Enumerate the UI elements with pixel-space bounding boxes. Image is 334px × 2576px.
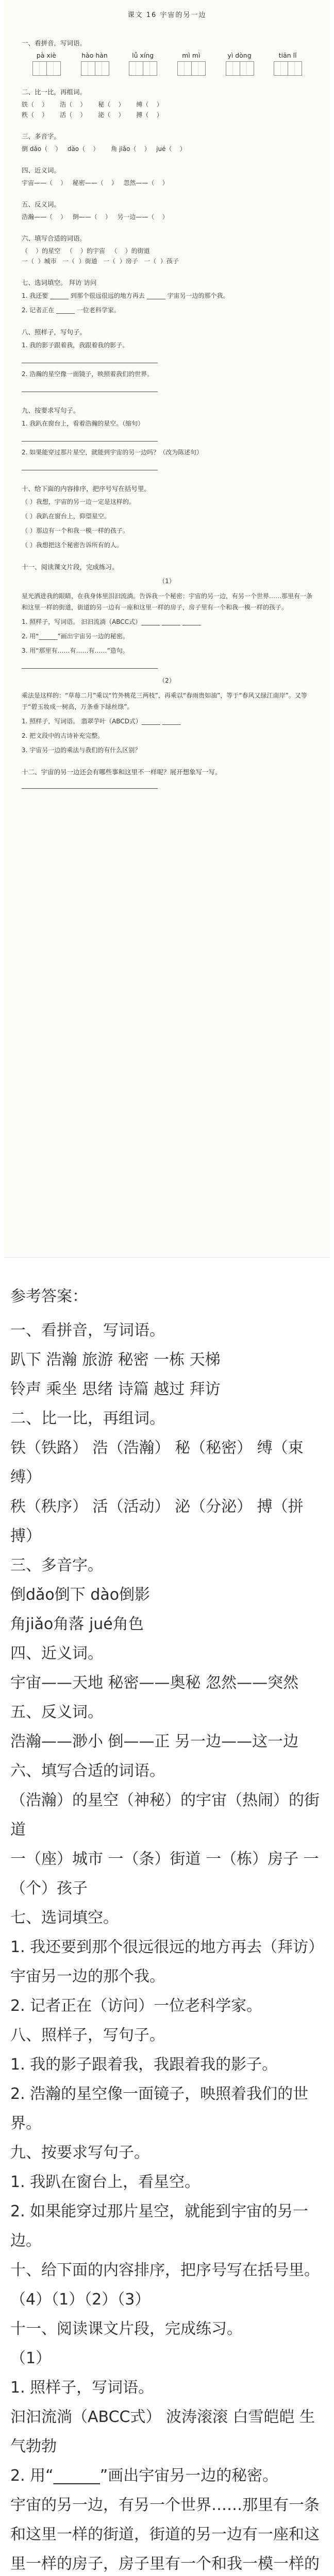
answer-line: 铁（铁路） 浩（浩瀚） 秘（秘密） 缚（束缚） bbox=[10, 1439, 304, 1486]
answer-line: 九、按要求写句子。 bbox=[10, 2144, 149, 2162]
pinyin-item: lǚ xíng bbox=[123, 52, 162, 76]
ws-section-6: 六、填写合适的词语。 bbox=[22, 234, 87, 242]
ws-line: ____________________________________________ bbox=[22, 782, 158, 789]
ws-line: ____________________________________________ bbox=[22, 385, 158, 392]
pinyin-item: hào hàn bbox=[75, 52, 114, 76]
ws-line: 铁（ ） 浩（ ） 秘（ ） 缚（ ） bbox=[22, 101, 163, 108]
ws-line: 倒 dǎo（ ） dào（ ） 角 jiǎo（ ） jué（ ） bbox=[22, 145, 186, 152]
answer-line: 1. 我还要到那个很远很远的地方再去（拜访）宇宙另一边的那个我。 bbox=[10, 1938, 316, 1986]
ws-line: 2. 把文段中的古诗补充完整。 bbox=[22, 732, 104, 739]
pinyin-item: tiān lǐ bbox=[268, 52, 307, 76]
answer-line: 秩（秩序） 活（活动） 泌（分泌） 搏（拼搏） bbox=[10, 1498, 304, 1545]
answer-line: 五、反义词。 bbox=[10, 1703, 103, 1721]
pinyin-item: mì mì bbox=[172, 52, 211, 76]
ws-section-9: 九、按要求写句子。 bbox=[22, 406, 80, 414]
ws-line: 1. 我的影子跟着我，我跟着我的影子。 bbox=[22, 342, 129, 349]
ws-line: 1. 照样子，写词语。 汩汩流淌（ABCC式）______ ______ ______ bbox=[22, 618, 201, 625]
pinyin-row bbox=[27, 52, 307, 76]
ws-line: 一（ ）城市 一（ ）街道 一（ ）房子 一（ ）孩子 bbox=[22, 258, 179, 265]
ws-section-5: 五、反义词。 bbox=[22, 200, 61, 208]
ws-line: 宇宙——（ ） 秘密——（ ） 忽然——（ ） bbox=[22, 179, 169, 187]
answer-line: 六、填写合适的词语。 bbox=[10, 1762, 165, 1780]
answers-title: 参考答案： bbox=[10, 1287, 88, 1306]
ws-line: ____________________________________________ bbox=[22, 463, 158, 470]
answer-line: 2. 记者正在（访问）一位老科学家。 bbox=[10, 1997, 262, 2015]
answer-line: 2. 浩瀚的星空像一面镜子，映照着我们的世界。 bbox=[10, 2085, 309, 2132]
ws-section-3: 三、多音字。 bbox=[22, 132, 61, 140]
worksheet-title: 课文 16 宇宙的另一边 bbox=[127, 11, 207, 19]
ws-line: 1. 我趴在窗台上，看着浩瀚的星空。（缩句） bbox=[22, 420, 144, 427]
answer-line: 七、选词填空。 bbox=[10, 1909, 119, 1927]
answer-line: 2. 用“______”画出宇宙另一边的秘密。 bbox=[10, 2467, 278, 2485]
answer-line: 宇宙——天地 秘密——奥秘 忽然——突然 bbox=[10, 1674, 299, 1692]
ws-reading-num: （1） bbox=[159, 578, 175, 585]
answer-line: 二、比一比，再组词。 bbox=[10, 1410, 165, 1428]
answer-line: （浩瀚）的星空（神秘）的宇宙（热闹）的街道 bbox=[10, 1791, 320, 1839]
ws-line: （ ）那边有一个和我一模一样的孩子。 bbox=[22, 527, 129, 534]
answer-line: 汩汩流淌（ABCC式） 波涛滚滚 白雪皑皑 生气勃勃 bbox=[10, 2408, 315, 2455]
ws-line: 浩瀚——（ ） 倒——（ ） 另一边——（ ） bbox=[22, 213, 169, 221]
ws-section-11: 十一、阅读课文片段，完成练习。 bbox=[22, 563, 119, 571]
answer-line: 三、多音字。 bbox=[10, 1556, 103, 1574]
ws-line: ____________________________________________ bbox=[22, 662, 158, 669]
answer-line: 1. 我趴在窗台上，看星空。 bbox=[10, 2173, 201, 2191]
ws-line: 2. 浩瀚的星空像一面镜子，映照着我们的世界。 bbox=[22, 370, 154, 378]
ws-section-10: 十、给下面的内容排序，把序号写在括号里。 bbox=[22, 485, 151, 493]
answer-line: 趴下 浩瀚 旅游 秘密 一栋 天梯 bbox=[10, 1351, 221, 1369]
ws-line: 2. 如果能穿过那片星空，就能到宇宙的另一边吗？（改为陈述句） bbox=[22, 449, 203, 456]
ws-reading-text: 星光洒进我的眼睛，在我身体里泪汩流淌。告诉我一个秘密：宇宙的另一边，有另一个世界……那里有一条和这里一样的街道，街道的另一边有一座和这里一样的房子，房子里有一个和我一模一样的孩子。 bbox=[22, 592, 313, 611]
ws-line: ____________________________________________ bbox=[22, 434, 158, 442]
answer-line: 铃声 乘坐 思绪 诗篇 越过 拜访 bbox=[10, 1380, 221, 1398]
answer-line: （4）（1）（2）（3） bbox=[10, 2291, 151, 2309]
answer-key bbox=[0, 1278, 334, 2576]
ws-line: （ ）我趴在窗台上，仰望星空。 bbox=[22, 513, 110, 520]
answer-line: 1. 我的影子跟着我，我跟着我的影子。 bbox=[10, 2056, 278, 2074]
answer-line: 一、看拼音，写词语。 bbox=[10, 1321, 165, 1340]
ws-section-4: 四、近义词。 bbox=[22, 166, 61, 174]
ws-reading-num: （2） bbox=[159, 677, 175, 684]
answer-line: 十一、阅读课文片段，完成练习。 bbox=[10, 2320, 242, 2338]
answer-line: 宇宙的另一边，有另一个世界……那里有一条和这里一样的街道，街道的另一边有一座和这里一样的房子，房子里有一个和我一模一样的 bbox=[10, 2496, 320, 2573]
ws-line: （ ）的星空 （ ）的宇宙 （ ）的街道 bbox=[22, 247, 150, 255]
ws-line: （ ）我想把这个秘密告诉所有的人。 bbox=[22, 541, 123, 549]
ws-section-7: 七、选词填空。 拜访 访问 bbox=[22, 279, 97, 286]
ws-line: 1. 照样子，写词语。 翡翠芋叶（ABCD式）______ ______ bbox=[22, 718, 181, 725]
ws-reading-text: 乘法是这样的：“草莓二月”乘以“竹外桃花三两枝”，再乘以“春雨贵如油”，等于“春风又绿江南岸”。又等于“碧玉妆成一树高，万条垂下绿丝绦”。 bbox=[22, 692, 307, 710]
answer-line: 十、给下面的内容排序，把序号写在括号里。 bbox=[10, 2261, 320, 2279]
worksheet-image bbox=[4, 0, 330, 1258]
answer-line: 一（座）城市 一（条）街道 一（栋）房子 一（个）孩子 bbox=[10, 1850, 319, 1897]
ws-line: 1. 我还要 ______ 到那个很远很远的地方再去 ______ 宇宙另一边的那个我。 bbox=[22, 292, 229, 299]
answer-line: （1） bbox=[10, 2349, 52, 2367]
ws-line: （ ）我想，宇宙的另一边一定是这样的。 bbox=[22, 498, 135, 505]
ws-section-8: 八、照样子，写句子。 bbox=[22, 328, 87, 336]
answer-line: 1. 照样子，写词语。 bbox=[10, 2379, 154, 2397]
answer-line: 浩瀚——渺小 倒——正 另一边——这一边 bbox=[10, 1733, 299, 1751]
ws-line: 3. 宇宙另一边的乘法与我们的有什么区别？ bbox=[22, 747, 141, 754]
answer-line: 四、近义词。 bbox=[10, 1645, 103, 1663]
ws-line: 2. 用“______”画出宇宙另一边的秘密。 bbox=[22, 633, 129, 640]
answer-list bbox=[0, 1316, 334, 2576]
pinyin-item: pà xiè bbox=[27, 52, 66, 76]
answer-line: 2. 如果能穿过那片星空，就能到宇宙的另一边。 bbox=[10, 2202, 309, 2250]
ws-section-1: 一、看拼音，写词语。 bbox=[22, 39, 87, 47]
answer-line: 八、照样子，写句子。 bbox=[10, 2026, 165, 2044]
ws-section-2: 二、比一比，再组词。 bbox=[22, 88, 87, 96]
answer-line: 倒dǎo倒下 dào倒影 bbox=[10, 1586, 151, 1604]
ws-section-12: 十二、宇宙的另一边还会有哪些事和这里不一样呢？展开想象写一写。 bbox=[22, 768, 222, 776]
ws-line: 秩（ ） 活（ ） 泌（ ） 搏（ ） bbox=[22, 111, 163, 118]
ws-line: ____________________________________________ bbox=[22, 356, 158, 363]
answer-line: 角jiǎo角落 jué角色 bbox=[10, 1615, 144, 1633]
pinyin-item: yì dòng bbox=[220, 52, 259, 76]
ws-line: 2. 记者正在 ______ 一位老科学家。 bbox=[22, 307, 120, 314]
ws-line: 3. 用“那里有……有……有……”造句。 bbox=[22, 647, 129, 654]
